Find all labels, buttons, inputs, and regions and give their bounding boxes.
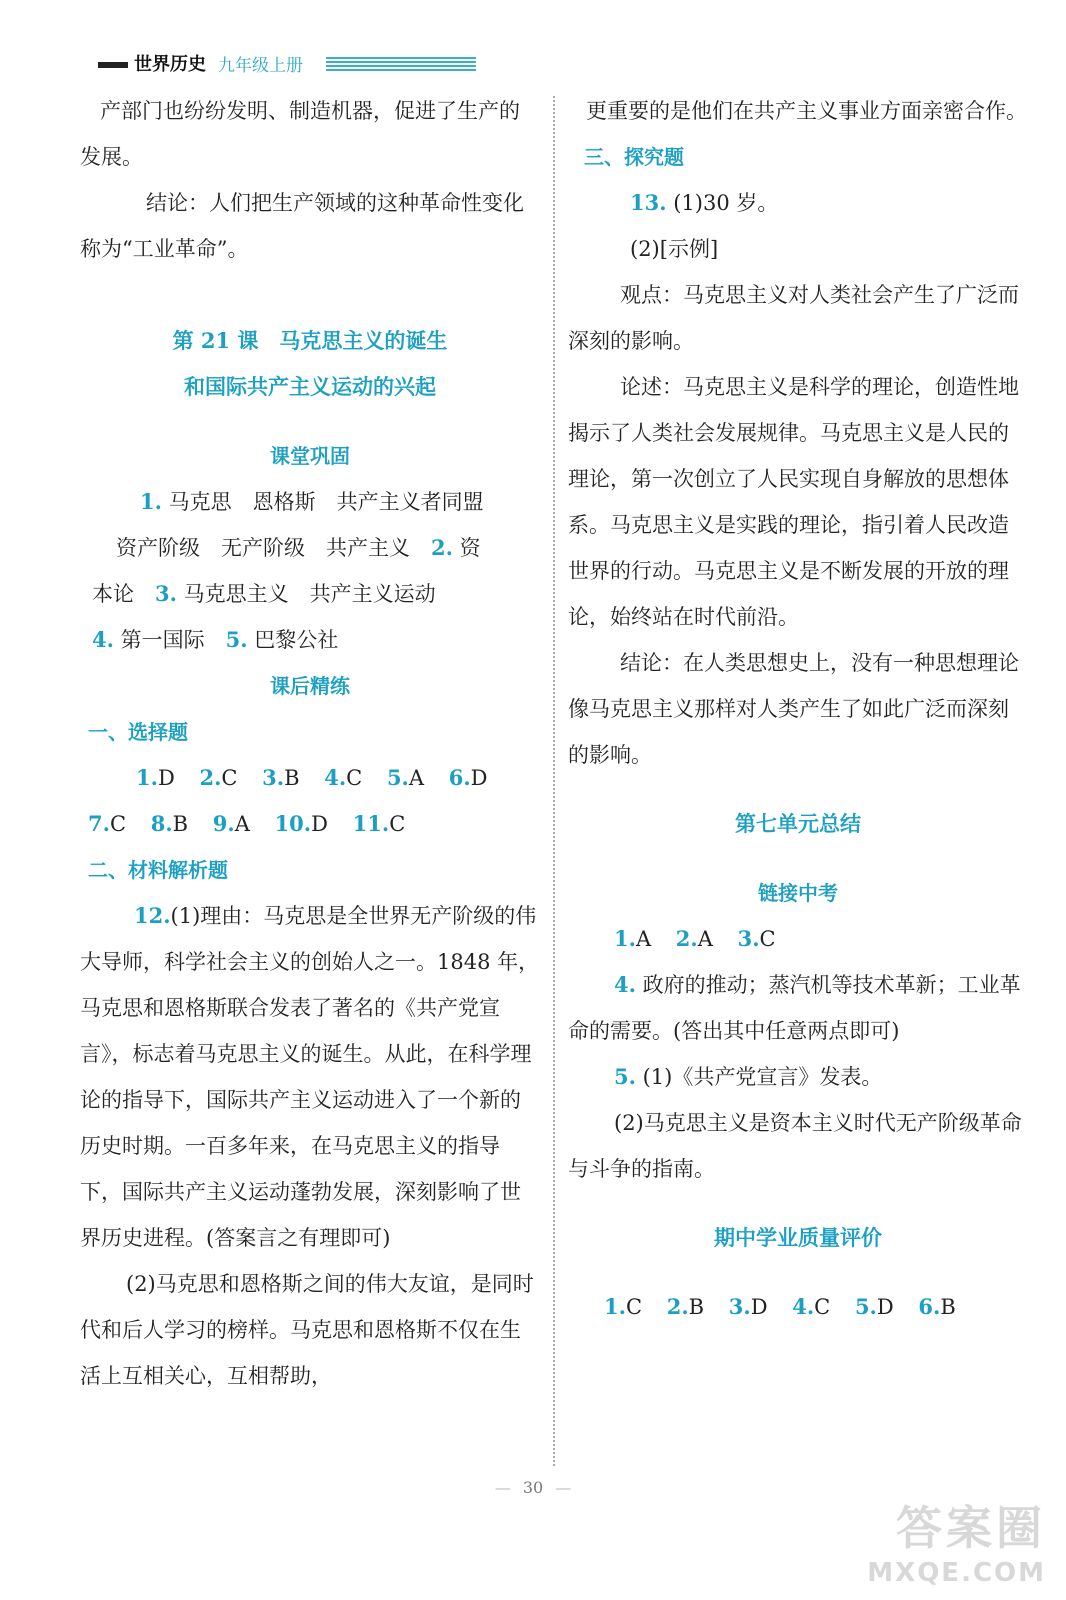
choice-answer: 2.C: [199, 765, 238, 790]
section-heading-exam-link: 链接中考: [758, 881, 838, 905]
choice-answers-row1: [80, 755, 540, 801]
choice-answer: 4.C: [324, 765, 363, 790]
column-divider: [553, 96, 555, 1466]
book-volume: 九年级上册: [218, 56, 303, 76]
section-heading-inquiry: 三、探究题: [584, 145, 684, 169]
running-header: [98, 50, 488, 78]
answer-text: 本论: [92, 582, 155, 606]
choice-answer: 1.D: [136, 765, 175, 790]
paragraph-conclusion: 结论：人们把生产领域的这种革命性变化称为“工业革命”。: [80, 191, 524, 261]
q13-part1: [568, 180, 1028, 226]
question-number: 1.: [140, 489, 162, 514]
book-title: 世界历史: [134, 54, 206, 75]
q12-answer: [80, 893, 540, 1261]
q13-part2: (2)[示例]: [630, 237, 719, 261]
choice-answer: 1.C: [604, 1294, 643, 1319]
q5-part2: (2)马克思主义是资本主义时代无产阶级革命与斗争的指南。: [568, 1111, 1022, 1181]
answer-line: [80, 617, 540, 663]
question-number: 4.: [614, 972, 636, 997]
choice-answer: 1.A: [614, 926, 652, 951]
question-number: 3.: [155, 581, 177, 606]
conclusion: 结论：在人类思想史上，没有一种思想理论像马克思主义那样对人类产生了如此广泛而深刻的影响。: [568, 651, 1019, 767]
question-number: 5.: [614, 1064, 636, 1089]
header-bar-decoration: [98, 62, 128, 68]
question-number: 13.: [630, 190, 667, 215]
answer-text: 政府的推动；蒸汽机等技术革新；工业革命的需要。(答出其中任意两点即可): [568, 973, 1021, 1043]
question-number: 4.: [92, 627, 114, 652]
answer-text: 马克思主义 共产主义运动: [176, 582, 436, 606]
argument: 论述：马克思主义是科学的理论，创造性地揭示了人类社会发展规律。马克思主义是人民的理论，第一次创立了人民实现自身解放的思想体系。马克思主义是实践的理论，指引着人民改造世界的行动。马克思主义是不断发展的开放的理论，始终站在时代前沿。: [568, 375, 1019, 629]
question-number: 12.: [134, 903, 171, 928]
section-heading-choice: 一、选择题: [88, 720, 188, 744]
section-heading-material: 二、材料解析题: [88, 858, 228, 882]
answer-text: 资: [452, 536, 481, 560]
viewpoint: 观点：马克思主义对人类社会产生了广泛而深刻的影响。: [568, 283, 1019, 353]
choice-answer: 10.D: [274, 811, 328, 836]
choice-answer: 5.A: [386, 765, 425, 790]
question-number: 5.: [225, 627, 248, 652]
answer-line: [80, 571, 540, 617]
choice-answer: 9.A: [212, 811, 250, 836]
answer-line: [80, 479, 540, 525]
q4-answer: [568, 962, 1028, 1054]
lesson-title-line2: 和国际共产主义运动的兴起: [184, 374, 436, 399]
lesson-title-line1: 第 21 课 马克思主义的诞生: [172, 328, 448, 353]
choice-answer: 2.A: [675, 926, 713, 951]
answer-text: (1)理由：马克思是全世界无产阶级的伟大导师，科学社会主义的创始人之一。1848 年，马克思和恩格斯联合发表了著名的《共产党宣言》，标志着马克思主义的诞生。从此，在科学理论的指导下，国际共产主义运动进入了一个新的历史时期。一百多年来，在马克思主义的指导下，国际共产主义运动蓬勃发展，深刻影响了世界历史进程。(答案言之有理即可): [80, 904, 540, 1250]
q5-part1: [568, 1054, 1028, 1100]
header-lines-decoration: [326, 57, 476, 71]
answer-line: [80, 525, 540, 571]
choice-answer: 6.B: [918, 1294, 956, 1319]
choice-answer: 8.B: [150, 811, 189, 836]
right-column: [568, 88, 1028, 1330]
choice-answer: 5.D: [854, 1294, 894, 1319]
section-heading-practice: 课后精练: [270, 674, 350, 698]
answer-text: 资产阶级 无产阶级 共产主义: [116, 536, 431, 560]
answer-text: (1)《共产党宣言》发表。: [635, 1065, 883, 1089]
midterm-answers: [568, 1284, 1028, 1330]
answer-text: (1)30 岁。: [666, 191, 779, 215]
choice-answer: 3.D: [728, 1294, 768, 1319]
answer-text: 马克思 恩格斯 共产主义者同盟: [161, 490, 484, 514]
paragraph: 产部门也纷纷发明、制造机器，促进了生产的发展。: [80, 99, 520, 169]
choice-answer: 11.C: [352, 811, 406, 836]
answer-text: 第一国际: [113, 628, 226, 652]
section-heading-classroom: 课堂巩固: [270, 444, 350, 468]
choice-answer: 3.C: [737, 926, 776, 951]
choice-answer: 7.C: [88, 811, 127, 836]
q12-part2: (2)马克思和恩格斯之间的伟大友谊，是同时代和后人学习的榜样。马克思和恩格斯不仅在生活上互相关心，互相帮助，: [80, 1272, 534, 1388]
page-number: — 30 —: [494, 1478, 572, 1497]
paragraph: 更重要的是他们在共产主义事业方面亲密合作。: [586, 99, 1027, 123]
watermark-logo: 答案圈 MXQE.COM: [867, 1501, 1046, 1588]
choice-answer: 3.B: [262, 765, 300, 790]
unit-summary-title: 第七单元总结: [735, 811, 861, 836]
left-column: [80, 88, 540, 1399]
choice-answer: 2.B: [666, 1294, 705, 1319]
exam-link-answers: [568, 916, 1028, 962]
choice-answer: 4.C: [792, 1294, 831, 1319]
choice-answers-row2: [80, 801, 540, 847]
choice-answer: 6.D: [448, 765, 488, 790]
midterm-title: 期中学业质量评价: [714, 1225, 882, 1250]
answer-text: 巴黎公社: [247, 628, 339, 652]
question-number: 2.: [431, 535, 453, 560]
